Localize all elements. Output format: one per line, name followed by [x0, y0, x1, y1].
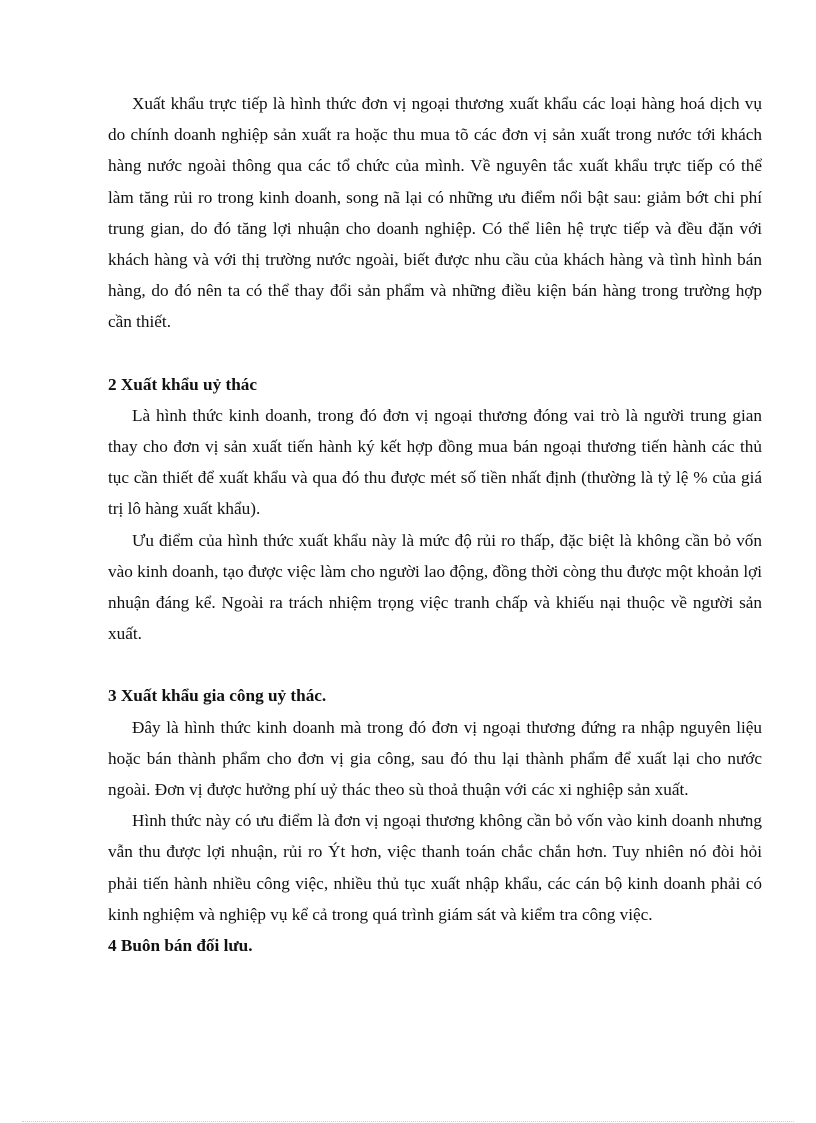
- paragraph-spacer: [108, 649, 762, 680]
- paragraph-entrusted-definition: Là hình thức kinh doanh, trong đó đơn vị ngoại thương đóng vai trò là người trung gian thay cho đơn vị sản xuất tiến hành ký kết hợp đồng mua bán ngoại thương tiến hành các thủ tục cần thiết để xuất khẩu và qua đó thu được mét số tiền nhất định (thường là tỷ lệ % của giá trị lô hàng xuất khẩu).: [108, 405, 762, 519]
- section-heading-counter-trade: 4 Buôn bán đối lưu.: [108, 936, 253, 956]
- paragraph-entrusted-advantages: Ưu điểm của hình thức xuất khẩu này là mức độ rủi ro thấp, đặc biệt là không cần bỏ vốn vào kinh doanh, tạo được việc làm cho người lao động, đồng thời còng thu được một khoản lợi nhuận đáng kể. Ngoài ra trách nhiệm trọng việc tranh chấp và khiếu nại thuộc về người sản xuất.: [108, 530, 762, 644]
- paragraph-processing-definition: Đây là hình thức kinh doanh mà trong đó đơn vị ngoại thương đứng ra nhập nguyên liệu hoặc bán thành phẩm cho đơn vị gia công, sau đó thu lại thành phẩm để xuất lại cho nước ngoài. Đơn vị được hưởng phí uỷ thác theo sù thoả thuận với các xi nghiệp sản xuất.: [108, 717, 762, 800]
- page-bottom-divider: [22, 1121, 794, 1122]
- paragraph-processing-advantages: Hình thức này có ưu điểm là đơn vị ngoại thương không cần bỏ vốn vào kinh doanh nhưng vẫn thu được lợi nhuận, rủi ro Ýt hơn, việc thanh toán chắc chắn hơn. Tuy nhiên nó đòi hỏi phải tiến hành nhiều công việc, nhiều thủ tục xuất nhập khẩu, các cán bộ kinh doanh phải có kinh nghiệm và nghiệp vụ kể cả trong quá trình giám sát và kiểm tra công việc.: [108, 811, 762, 924]
- paragraph-spacer: [108, 338, 762, 369]
- paragraph-direct-export: Xuất khẩu trực tiếp là hình thức đơn vị ngoại thương xuất khẩu các loại hàng hoá dịch vụ do chính doanh nghiệp sản xuất ra hoặc thu mua tõ các đơn vị sản xuất trong nước tới khách hàng nước ngoài thông qua các tổ chức của mình. Về nguyên tắc xuất khẩu trực tiếp có thể làm tăng rủi ro trong kinh doanh, song nã lại có những ưu điểm nổi bật sau: giảm bớt chi phí trung gian, do đó tăng lợi nhuận cho doanh nghiệp. Có thể liên hệ trực tiếp và đều đặn với khách hàng và với thị trường nước ngoài, biết được nhu cầu của khách hàng và tình hình bán hàng, do đó nên ta có thể thay đổi sản phẩm và những điều kiện bán hàng trong trường hợp cần thiết.: [108, 94, 762, 332]
- document-page: [108, 88, 762, 961]
- section-heading-processing-export: 3 Xuất khẩu gia công uỷ thác.: [108, 686, 327, 706]
- section-heading-entrusted-export: 2 Xuất khẩu uỷ thác: [108, 374, 257, 394]
